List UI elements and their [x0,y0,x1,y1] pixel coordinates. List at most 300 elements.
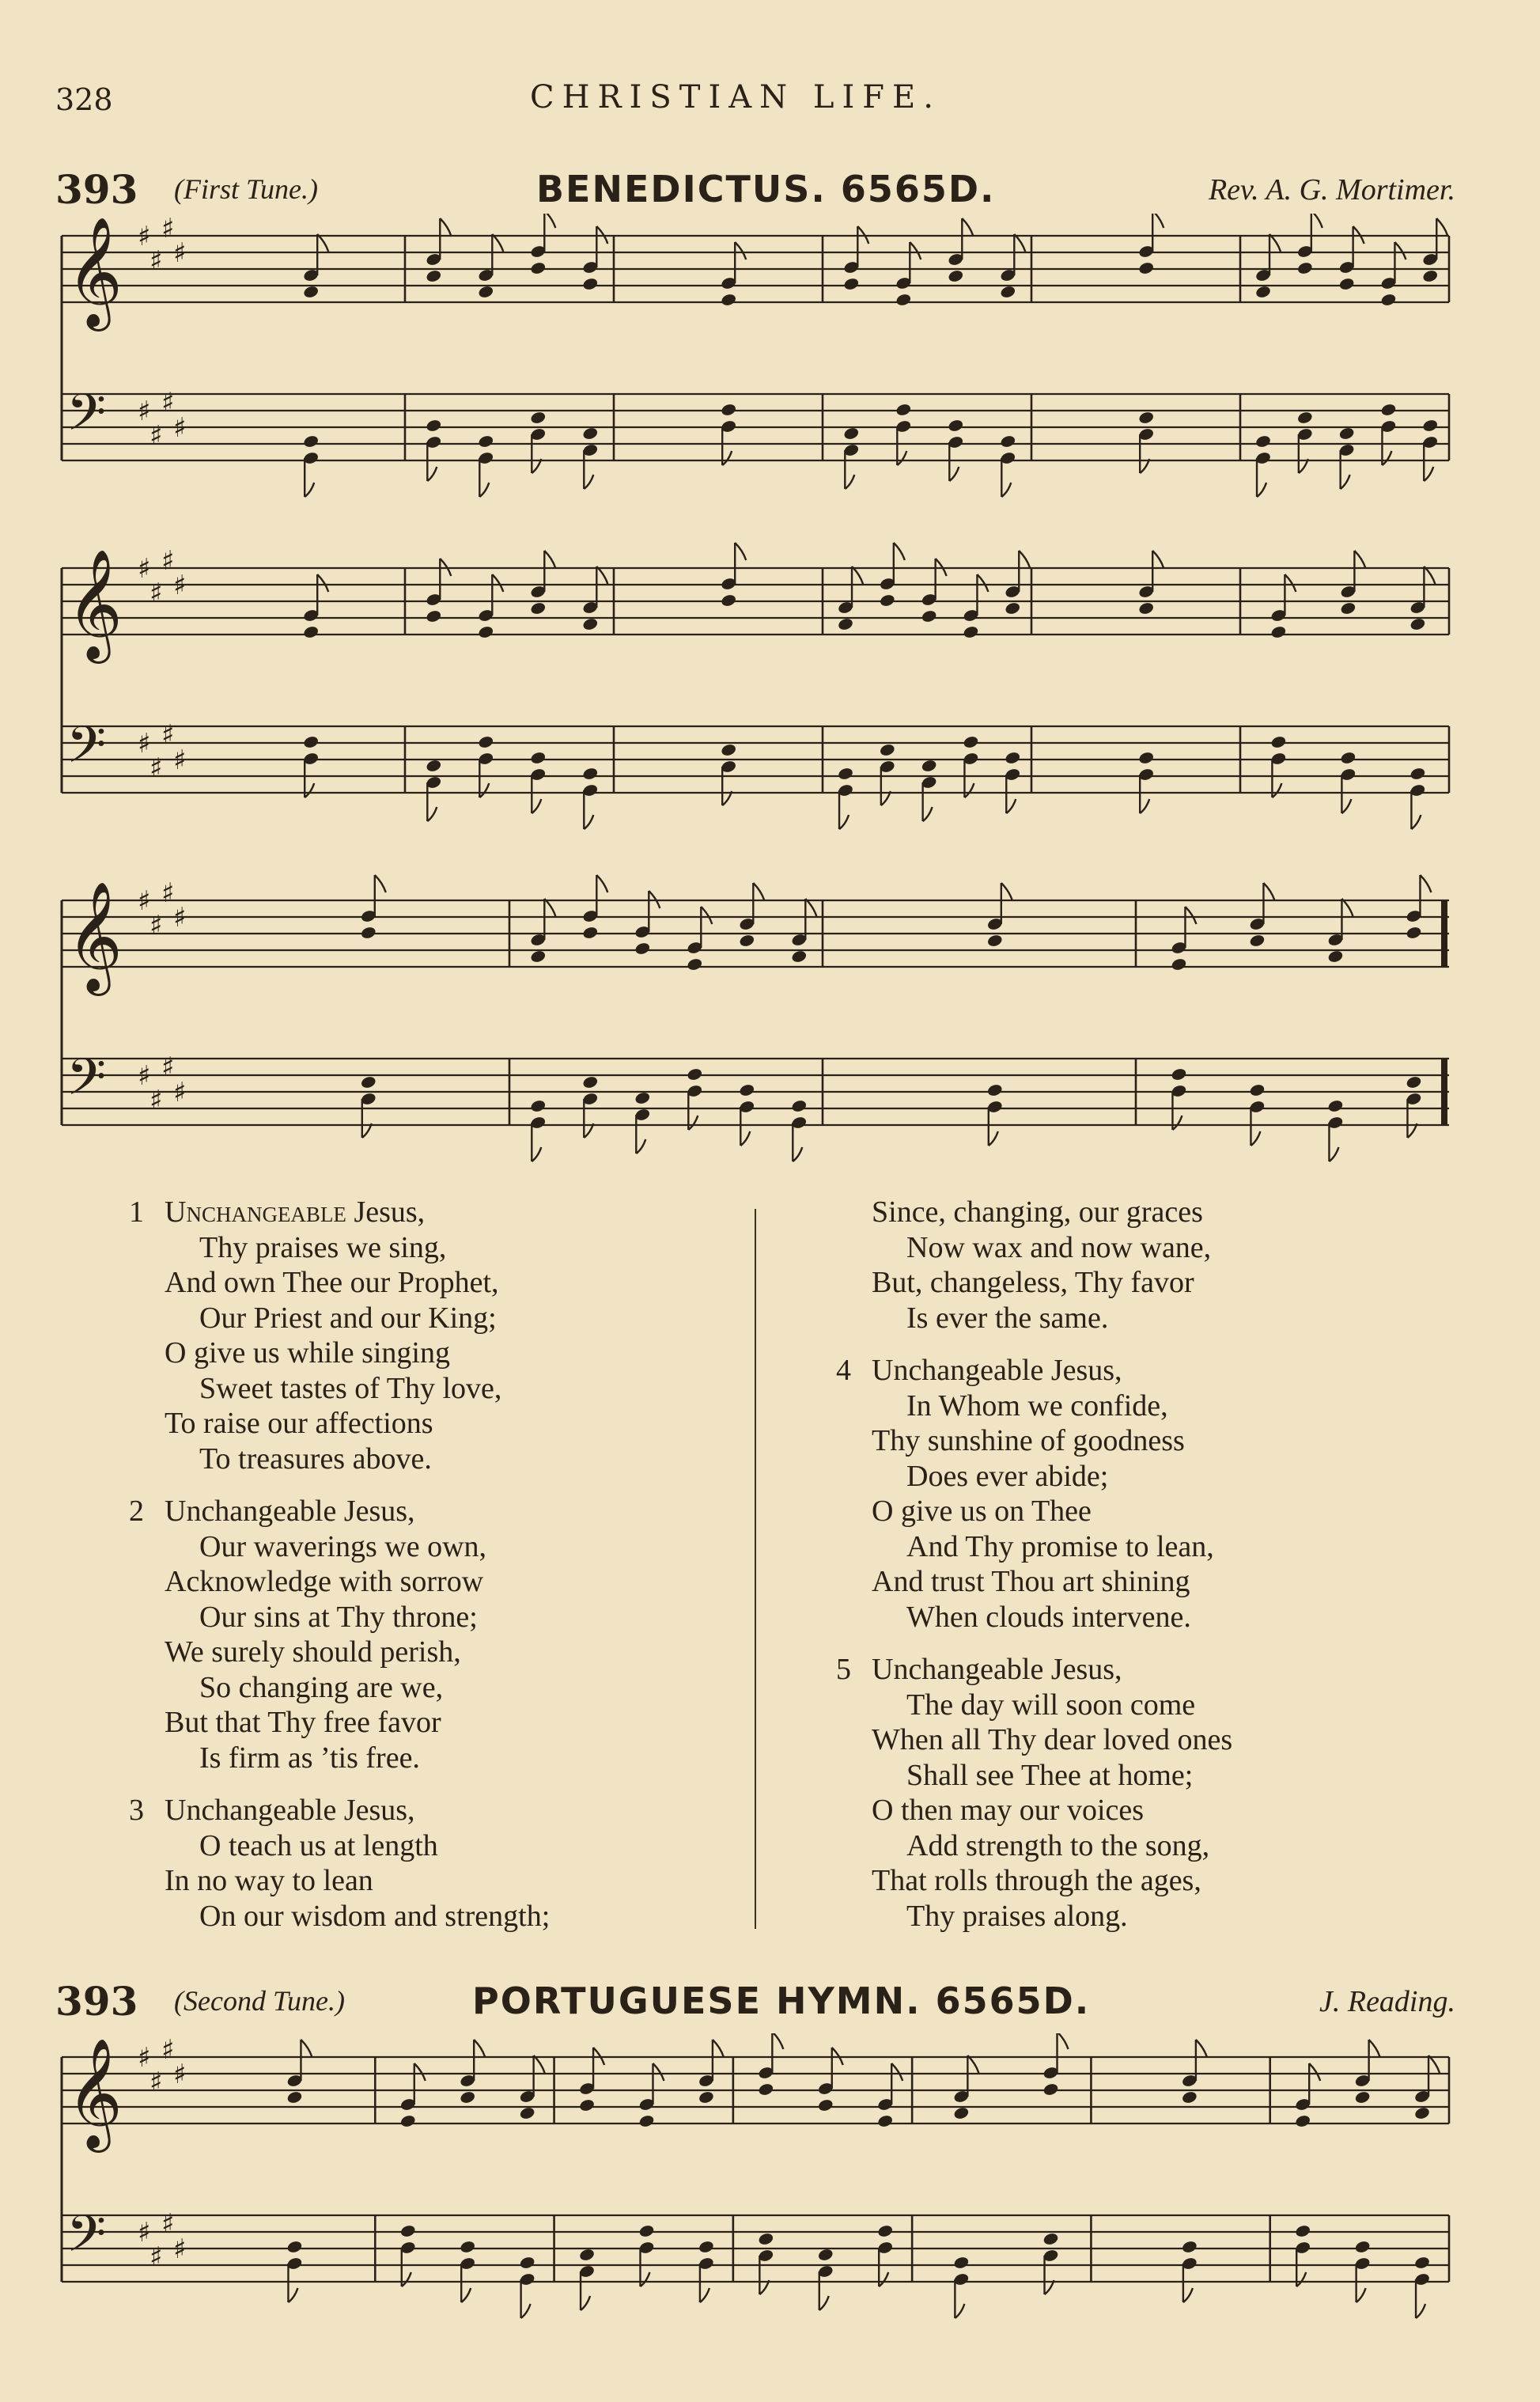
sharp-icon: ♯ [138,396,151,427]
verse-line [872,1230,1232,1266]
notehead [1295,2114,1311,2128]
notehead [360,1075,376,1089]
notehead [426,609,442,623]
notehead [478,285,494,299]
sharp-icon: ♯ [149,578,163,609]
notehead [698,2090,714,2105]
notehead [582,926,599,940]
note-flag [375,875,386,892]
hymn-heading-second [55,1978,1455,2025]
note-flag [653,2063,664,2081]
notehead [1181,2240,1198,2254]
verse-line [836,1353,1232,1389]
note-flag [402,2272,411,2286]
verse-text: When clouds intervene. [906,1600,1191,1634]
page-number: 328 [55,82,113,117]
note-flag [962,218,973,236]
sharp-icon: ♯ [138,553,151,585]
notehead [519,2256,535,2270]
notehead [1338,277,1355,291]
note-flag [1152,214,1164,228]
verse-text: On our wisdom and strength; [199,1899,551,1933]
note-flag [596,875,607,892]
note-flag [897,451,906,465]
verse-text: And Thy promise to lean, [906,1529,1214,1563]
tune-note: (First Tune.) [174,173,319,205]
note-flag [584,815,593,829]
notehead [582,1075,599,1089]
verse-number: 3 [129,1794,144,1827]
note-flag [1257,483,1266,497]
sharp-icon: ♯ [161,877,175,909]
notehead [1380,293,1397,307]
note-flag [1006,799,1016,813]
verse-text: When all Thy dear loved ones [872,1723,1233,1756]
note-flag [317,574,328,592]
note-flag [1341,899,1353,916]
notehead [758,2082,774,2097]
notehead [921,759,937,773]
note-flag [414,2063,426,2081]
verse-line [872,1688,1232,1723]
music-system [62,543,1449,829]
notehead [634,1091,651,1105]
note-flag [305,783,314,798]
note-flag [640,2272,649,2286]
notehead [758,2232,774,2246]
notehead [1138,411,1155,425]
note-flag [1196,2040,1207,2057]
composer: J. Reading. [1319,1985,1455,2018]
note-flag [479,783,489,798]
note-flag [532,799,541,813]
note-flag [722,451,732,465]
note-flag [910,242,921,260]
note-flag [288,2288,297,2302]
verse-line [872,1459,1232,1495]
note-flag [701,907,712,924]
notehead [1254,434,1271,449]
verse-text: And own Thee our Prophet, [165,1266,499,1299]
notehead [1406,1075,1422,1089]
notehead [1270,625,1287,639]
note-flag [1001,883,1012,900]
verse-line [872,1722,1232,1758]
note-flag [1183,2288,1193,2302]
verse-text: Now wax and now wane, [906,1230,1212,1264]
verse-line [872,1899,1232,1934]
verse-column-left [129,1195,551,1951]
verse-text: Unchangeable Jesus, [872,1653,1122,1686]
note-flag [819,2296,829,2310]
note-flag [581,2296,590,2310]
sharp-icon: ♯ [149,1085,163,1116]
notehead [948,419,964,433]
note-flag [967,2055,978,2073]
note-flag [1341,475,1350,489]
notehead [791,949,808,964]
treble-clef-icon: 𝄞 [66,2038,123,2148]
verse-line [872,1793,1232,1828]
note-flag [544,551,555,568]
music-system [62,2033,1449,2318]
notehead [578,2098,595,2112]
hymn-number: 393 [55,166,138,213]
note-flag [532,1147,541,1161]
notehead [530,751,547,765]
verse-line [165,1265,550,1301]
notehead [303,434,320,449]
notehead [1042,2232,1059,2246]
notehead [582,426,599,441]
hymn-heading-first [55,166,1455,214]
note-flag [1311,214,1322,228]
note-flag [474,2040,485,2057]
note-flag [492,234,503,252]
treble-clef-icon: 𝄞 [66,549,123,659]
notehead [478,735,494,749]
note-flag [301,2040,312,2057]
notehead [578,2248,595,2262]
sharp-icon: ♯ [138,1060,151,1092]
verse-line [872,1600,1232,1635]
notehead [1042,2082,1059,2097]
sharp-icon: ♯ [161,545,175,577]
notehead [698,2240,714,2254]
verse-line [872,1863,1232,1899]
sharp-icon: ♯ [149,245,163,277]
verse-text: Thy praises we sing, [199,1230,447,1264]
verse-line [872,1529,1232,1565]
stanza [836,1353,1232,1635]
notehead [1406,926,1422,940]
note-flag [1309,2063,1320,2081]
bass-staff [62,1059,1449,1125]
tune-title: BENEDICTUS. 6565D. [536,168,996,210]
verse-text: Unchangeable Jesus, [165,1195,426,1229]
notehead [1340,601,1356,616]
note-flag [492,574,503,592]
verse-text: Unchangeable Jesus, [165,1794,415,1827]
notehead [1409,617,1426,631]
note-flag [713,2040,724,2057]
verse-number: 1 [129,1195,144,1229]
note-flag [544,899,555,916]
note-flag [1354,551,1365,568]
note-flag [805,899,816,916]
verse-text: Our waverings we own, [199,1529,487,1563]
notehead [791,1099,808,1113]
notehead [1295,2224,1311,2238]
sharp-icon: ♯ [173,2059,187,2090]
notehead [1422,269,1439,283]
sharp-icon: ♯ [173,570,187,601]
note-flag [989,1131,998,1146]
sharp-icon: ♯ [138,2217,151,2249]
note-flag [1185,907,1196,924]
note-flag [1251,1131,1260,1146]
stanza [129,1195,550,1476]
note-flag [955,2304,964,2318]
sharp-icon: ♯ [161,387,175,419]
note-flag [772,2033,783,2049]
verse-line [165,1863,550,1899]
verse-line [165,1371,550,1407]
note-flag [1420,875,1431,892]
verse-line [872,1758,1232,1794]
note-flag [1411,815,1421,829]
notehead [1000,285,1016,299]
bass-clef-icon: 𝄢 [66,2205,107,2276]
notehead [879,743,895,757]
notehead [286,2090,303,2105]
verse-text: Sweet tastes of Thy love, [199,1371,502,1405]
verse-line [165,1406,550,1442]
note-flag [964,783,974,798]
verse-text: The day will soon come [906,1688,1196,1722]
notehead [399,2224,416,2238]
verse-text: Thy praises along. [906,1899,1128,1933]
notehead [963,625,979,639]
notehead [399,2114,416,2128]
notehead [687,957,703,972]
sharp-icon: ♯ [149,2241,163,2273]
verse-text: To treasures above. [199,1442,432,1476]
verse-line [872,1265,1232,1301]
note-flag [584,475,593,489]
notehead [1270,735,1287,749]
note-flag [1369,2040,1380,2057]
verse-line [129,1494,550,1529]
note-flag [1272,783,1281,798]
note-flag [1341,799,1351,813]
stanza [129,1793,551,1934]
notehead [879,593,895,608]
bass-clef-icon: 𝄢 [66,384,107,455]
note-flag [521,2304,531,2318]
notehead [460,2090,476,2105]
notehead [817,2248,834,2262]
stanza [129,1494,550,1775]
notehead [1354,2090,1371,2105]
note-flag [793,1147,802,1161]
verse-column-right [836,1195,1233,1951]
verse-line [165,1670,550,1706]
verse-text: O teach us at length [199,1828,438,1862]
note-flag [977,574,988,592]
notehead [837,617,853,631]
notehead [1340,751,1356,765]
note-flag [427,467,437,481]
note-flag [1356,2288,1366,2302]
note-flag [1172,1116,1182,1130]
bass-staff [62,2215,1449,2282]
note-flag [534,2055,545,2073]
tune-title: PORTUGUESE HYMN. 6565D. [472,1980,1091,2022]
note-flag [317,234,328,252]
notehead [1338,426,1355,441]
notehead [1327,1099,1344,1113]
notehead [1413,2106,1430,2120]
verse-text: Is firm as ’tis free. [199,1741,420,1775]
stanza [872,1195,1232,1335]
verse-line [872,1564,1232,1600]
sharp-icon: ♯ [173,1077,187,1108]
verse-text: That rolls through the ages, [872,1864,1201,1897]
note-flag [1285,574,1296,592]
verse-line [165,1335,550,1371]
verse-line [165,1828,550,1864]
notehead [1327,949,1344,964]
verse-line [165,1600,550,1635]
note-flag [1019,551,1030,568]
treble-clef-icon: 𝄞 [66,881,123,991]
stanza [836,1652,1233,1934]
notehead [986,1083,1003,1097]
sharp-icon: ♯ [161,1051,175,1083]
notehead [1296,411,1313,425]
verse-line [165,1301,550,1336]
sharp-icon: ♯ [138,2042,151,2074]
verse-text: Shall see Thee at home; [906,1758,1194,1792]
note-flag [1382,451,1391,465]
notehead [582,617,599,631]
note-flag [305,483,314,497]
verse-line [165,1635,550,1670]
verse-line [129,1793,550,1828]
notehead [530,601,547,616]
note-flag [1394,242,1406,260]
sharp-icon: ♯ [161,719,175,751]
verse-line [872,1828,1232,1864]
verse-text: Does ever abide; [906,1459,1109,1493]
verse-text: We surely should perish, [165,1635,461,1669]
verse-line [129,1195,550,1230]
note-flag [1058,2033,1069,2049]
verse-line [872,1494,1232,1529]
notehead [1171,957,1187,972]
verse-text: Our sins at Thy throne; [199,1600,478,1634]
verse-text: Our Priest and our King; [199,1301,497,1335]
note-flag [1428,2055,1440,2073]
notehead [1138,601,1155,616]
verse-line [836,1652,1232,1688]
note-flag [479,483,489,497]
notehead [478,434,494,449]
note-flag [1424,566,1435,584]
notehead [638,2114,655,2128]
sharp-icon: ♯ [173,744,187,776]
notehead [1409,767,1426,781]
notehead [634,941,651,956]
verse-text: But, changeless, Thy favor [872,1266,1194,1299]
verse-text: So changing are we, [199,1670,444,1704]
sharp-icon: ♯ [173,237,187,269]
notehead [1422,419,1439,433]
note-flag [544,214,555,228]
music-score-first-tune [0,214,1540,1195]
sharp-icon: ♯ [138,221,151,252]
notehead [1005,601,1021,616]
verse-text: Since, changing, our graces [872,1195,1203,1229]
notehead [1138,261,1155,275]
note-flag [461,2288,471,2302]
verse-text: O give us while singing [165,1336,450,1370]
note-flag [596,566,607,584]
verse-text: Is ever the same. [906,1301,1109,1335]
notehead [895,293,912,307]
verse-text: Add strength to the song, [906,1828,1210,1862]
notehead [721,293,737,307]
verse-text: In no way to lean [165,1864,373,1897]
notehead [895,403,912,417]
note-flag [879,2272,888,2286]
verse-text: But that Thy free favor [165,1706,441,1739]
notehead [426,419,442,433]
verse-text: O give us on Thee [872,1495,1092,1528]
note-flag [1263,883,1274,900]
notehead [303,285,320,299]
verse-line [872,1301,1232,1336]
notehead [460,2240,476,2254]
music-system [62,214,1449,497]
notehead [1181,2090,1198,2105]
notehead [582,767,599,781]
sharp-icon: ♯ [149,910,163,941]
verse-text: Thy sunshine of goodness [872,1424,1185,1457]
notehead [1000,434,1016,449]
verse-number: 2 [129,1495,144,1528]
treble-staff [62,2057,1449,2124]
verse-text: In Whom we confide, [906,1389,1168,1423]
notehead [953,2106,970,2120]
notehead [953,2256,970,2270]
verse-line [165,1564,550,1600]
notehead [877,2114,894,2128]
hymn-number: 393 [55,1978,138,2025]
sharp-icon: ♯ [173,412,187,444]
note-flag [440,218,451,236]
notehead [721,593,737,608]
notehead [1354,2240,1371,2254]
notehead [286,2240,303,2254]
notehead [519,2106,535,2120]
note-flag [949,467,959,481]
note-flag [636,1139,645,1154]
verse-line [872,1423,1232,1459]
notehead [843,277,860,291]
verse-line [165,1230,550,1266]
notehead [739,934,755,948]
verse-text: O then may our voices [872,1794,1145,1827]
note-flag [839,815,849,829]
notehead [721,743,737,757]
column-divider [755,1209,756,1929]
notehead [426,269,442,283]
notehead [530,411,547,425]
sharp-icon: ♯ [161,2208,175,2240]
notehead [921,609,937,623]
verse-text: To raise our affections [165,1407,433,1440]
notehead [1171,1067,1187,1082]
composer: Rev. A. G. Mortimer. [1208,173,1455,206]
verse-number: 4 [836,1354,851,1387]
sharp-icon: ♯ [149,2067,163,2098]
notehead [948,269,964,283]
note-flag [1001,483,1011,497]
verse-text: And trust Thou art shining [872,1565,1190,1598]
notehead [963,735,979,749]
